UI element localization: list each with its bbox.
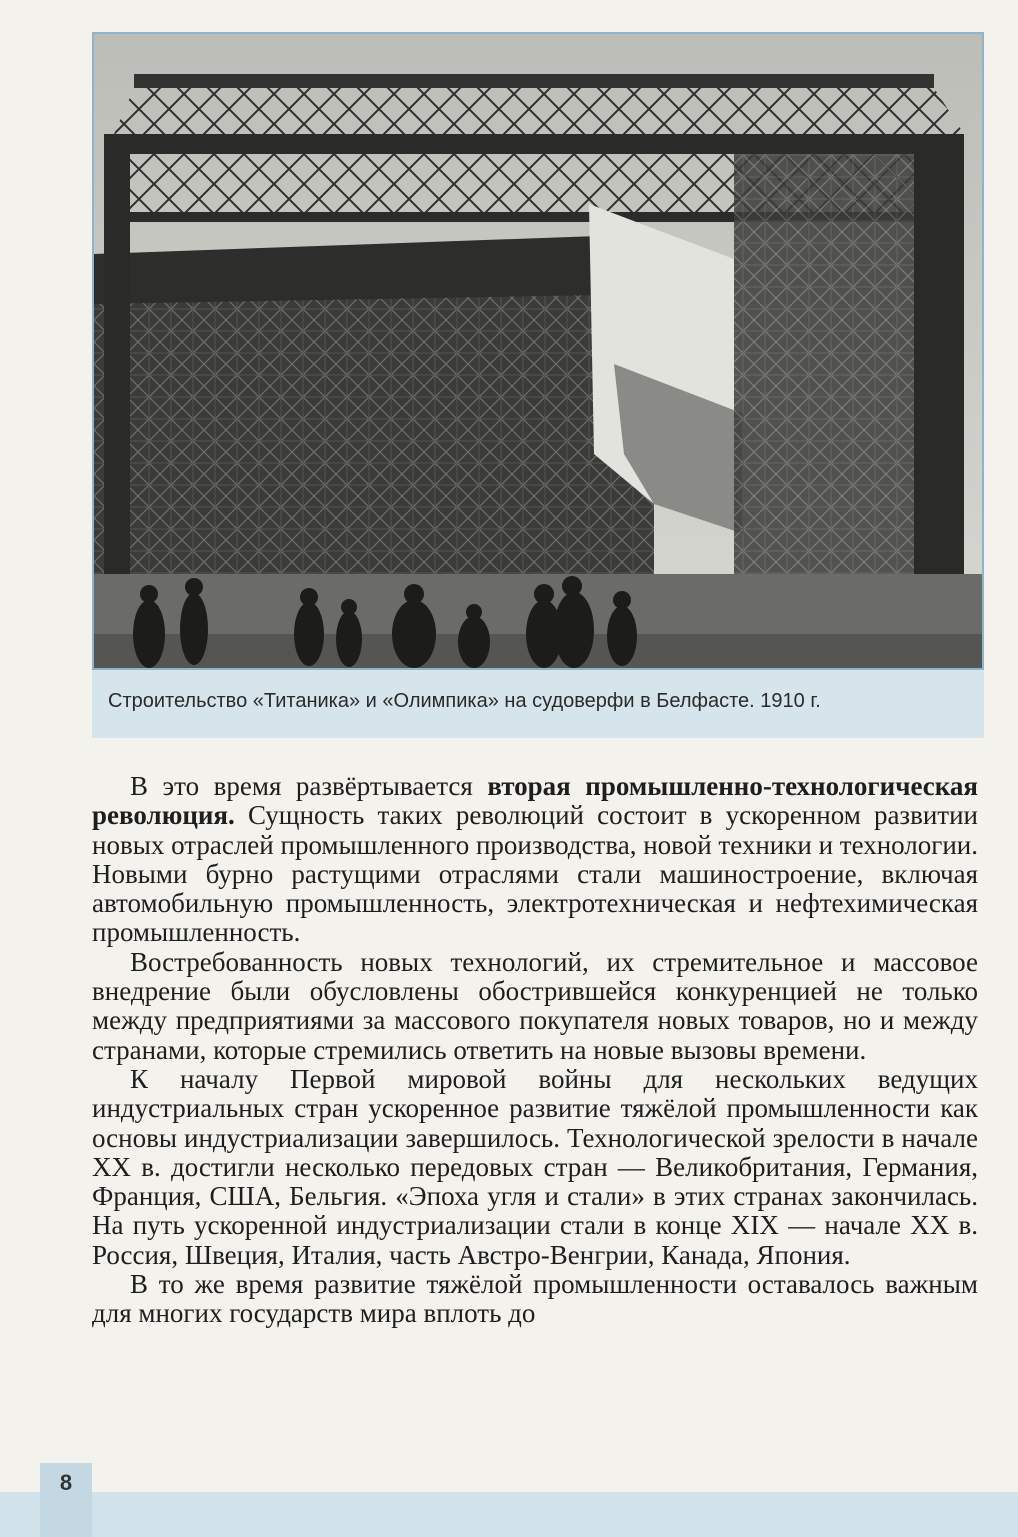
photo-caption: Строительство «Титаника» и «Олимпика» на судоверфи в Белфасте. 1910 г. bbox=[108, 690, 821, 712]
page-number: 8 bbox=[59, 1470, 73, 1495]
paragraph-1-start: В это время развёртывается bbox=[130, 771, 488, 801]
page-footer-band bbox=[0, 1492, 1018, 1537]
paragraph-3: К началу Первой мировой войны для нескольких ведущих индустриальных стран ускоренное развитие тяжёлой промышленности как основы индустриализации завершилось. Технологической зрелости в начале XX в. достигли несколько передовых стран — Великобритания, Германия, Франция, США, Бельгия. «Эпоха угля и стали» в этих странах закончилась. На путь ускоренной индустриализации стали в конце XIX — начале XX в. Россия, Швеция, Италия, часть Австро-Венгрии, Канада, Япония. bbox=[92, 1063, 978, 1270]
paragraph-4: В то же время развитие тяжёлой промышленности оставалось важным для многих государств мира вплоть до bbox=[92, 1269, 978, 1329]
shipyard-photo bbox=[92, 32, 984, 670]
paragraph-1 bbox=[92, 772, 978, 948]
paragraph-2: Востребованность новых технологий, их стремительное и массовое внедрение были обусловлены обострившейся конкуренцией не только между предприятиями за массового покупателя новых товаров, но и между странами, которые стремились ответить на новые вызовы времени. bbox=[92, 946, 978, 1065]
paragraph-1-term: вторая промышленно-технологическая революция. bbox=[92, 771, 979, 831]
paragraph-1-rest: Сущность таких революций состоит в ускоренном развитии новых отраслей промышленного производства, новой техники и технологии. Новыми бурно растущими отраслями стали машиностроение, включая автомобильную промышленность, электротехническая и нефтехимическая промышленность. bbox=[92, 800, 978, 948]
shipyard-photo-drawing bbox=[94, 34, 982, 668]
body-text bbox=[92, 772, 978, 1329]
